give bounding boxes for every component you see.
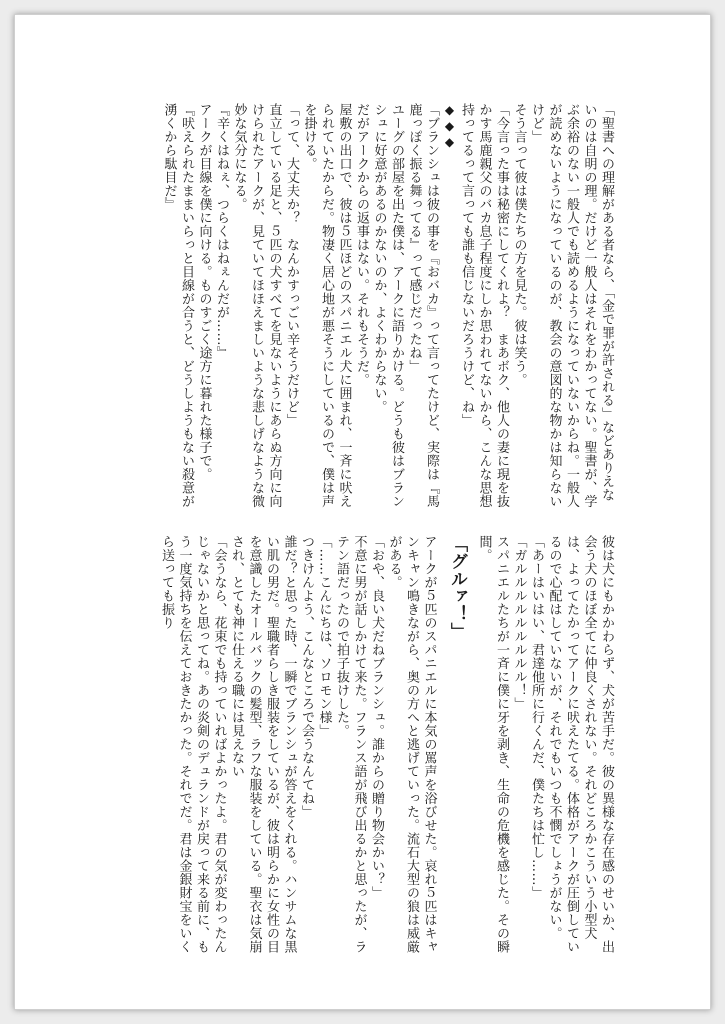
- paragraph: つきけんよう、こんなところで会うなんてね」: [299, 535, 314, 819]
- paragraph: 「あーはいはい、君達他所に行くんだ、僕たちは忙し……」: [529, 535, 544, 900]
- document-page: [14, 14, 711, 1010]
- paragraph: 「会うなら、花束でも持っていればよかったよ。君の気が変わったんじゃないかと思ってね。あの炎剣のデュランドが戻って来る前に、もう一度気持ちを伝えておきたかった。それでだ。君は金銀財宝をいくら送っても振り: [159, 535, 227, 954]
- paragraph: 「ガルルルルルルルルル！」: [511, 535, 527, 711]
- paragraph: 『辛くはねぇ、つらくはねぇんだが……』: [214, 103, 229, 360]
- paragraph: 「おや、良い犬だねブランシュ。誰からの贈り物会かい？」: [369, 535, 384, 900]
- shout-heading: 「グルァ！」: [447, 535, 467, 640]
- section-break-marker: ◆◆◆: [442, 103, 457, 151]
- paragraph: 直立している足と、５匹の犬すべてを見ないようにあらぬ方向に向けられたアークが、見ていてほほえましいような悲しげなような微妙な気分になる。: [231, 103, 282, 508]
- upper-text-block: [130, 103, 615, 508]
- paragraph: アークが５匹のスパニエルに本気の罵声を浴びせた。哀れ５匹はキャンキャン鳴きながら、奥の方へと逃げていった。流石大型の狼は威厳がある。: [386, 535, 437, 954]
- paragraph: 不意に男が話しかけて来た。フランス語が飛び出るかと思ったが、ラテン語だったので拍子抜けした。: [334, 535, 367, 954]
- paragraph: 「聖書への理解がある者なら、「金で罪が許される」などありえないのは自明の理。だけど一般人はそれをわかってない。聖書が、学ぶ余裕のない一般人でも読めるようになっていないからね。一般人が読めないようになっているのが、教会の意図的な物かは知らないけど」: [529, 103, 614, 508]
- paragraph: 『吠えられたままいらっと目線が合うと、どうしようもない殺意が湧くから駄目だ』: [161, 103, 194, 508]
- paragraph: 屋敷の出口で、彼は５匹ほどのスパニエル犬に囲まれ、一斉に吠えられていたからだ。物凄く居心地が悪そうにしているので、僕は声を掛ける。: [301, 103, 352, 508]
- paragraph: 「……こんにちは、ソロモン様」: [316, 535, 332, 738]
- paragraph: だがアークからの返事はない。それもそうだ。: [354, 103, 369, 387]
- lower-text-block: [130, 535, 615, 955]
- paragraph: アークが目線を僕に向ける。ものすごく途方に暮れた様子で。: [196, 103, 212, 481]
- paragraph: 誰だ？と思った時、一瞬でブランシュが答えをくれる。ハンサムな黒い肌の男だ。聖職者らしき服装をしているが、彼は明らかに女性の目を意識したオールバックの髪型、ラフな服装をしている。聖衣は気崩され、とても神に仕える職には見えない: [229, 535, 297, 954]
- paragraph: ユーグの部屋を出た僕は、アークに語りかける。どうも彼はブランシュに好意があるのかないのか、よくわからない。: [371, 103, 404, 508]
- paragraph: 「って、大丈夫か？ なんかすっごい辛そうだけど」: [284, 103, 299, 427]
- paragraph: スパニエルたちが一斉に僕に牙を剥き、生命の危機を感じた。その瞬間。: [476, 535, 509, 954]
- paragraph: そう言って彼は僕たちの方を見た。彼は笑う。: [511, 103, 527, 387]
- paragraph: 「今言った事は秘密にしてくれよ？ まあボク、他人の妻に現を抜かす馬鹿親父のバカ息子程度にしか思われてないから、こんな思想持ってるって言っても誰も信じないだろうけど、ね」: [459, 103, 509, 508]
- paragraph: 彼は犬にもかかわらず、犬が苦手だ。彼の異様な存在感のせいか、出会う犬のほぼ全てに仲良くされない。それどころかこういう小型犬は、よってたかってアークに吠えたてる。体格がアークが圧倒しているので心配はしていないが、それでもいつも不憫でしょうがない。: [546, 535, 614, 954]
- paragraph: 「ブランシュは彼の事を『おバカ』って言ってたけど、実際は『馬鹿っぽく振る舞ってる』って感じだったね」: [406, 103, 439, 508]
